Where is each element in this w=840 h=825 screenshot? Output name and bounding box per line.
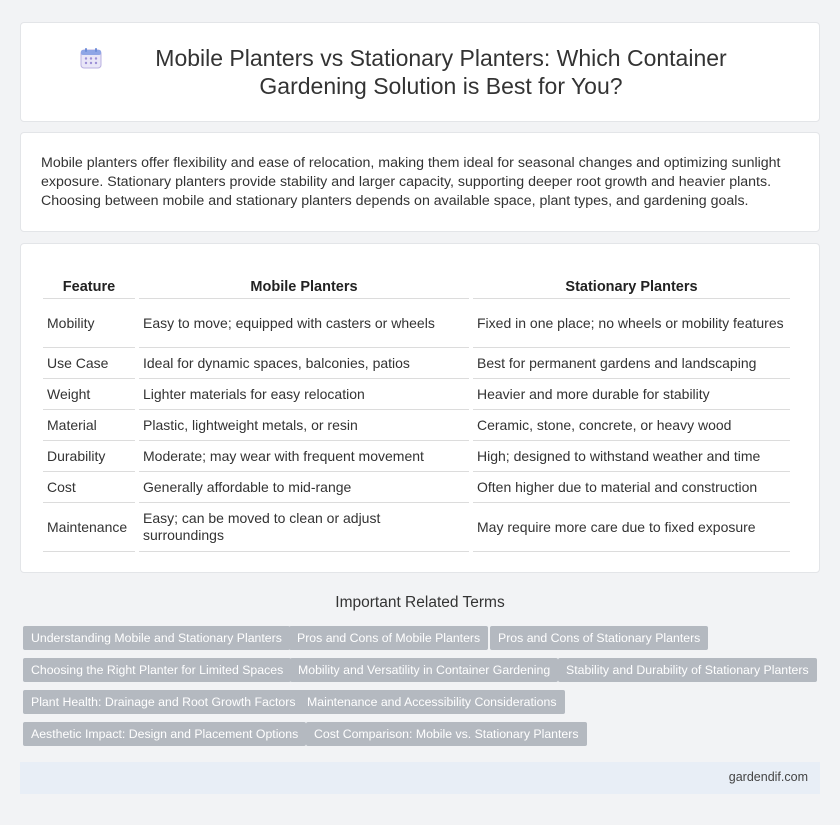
mobile-cell: Easy to move; equipped with casters or wheels [139,299,469,348]
related-term-tag[interactable]: Stability and Durability of Stationary Planters [558,658,817,682]
table-row [43,441,790,472]
related-term-tag[interactable]: Choosing the Right Planter for Limited Spaces [23,658,291,682]
related-term-tag[interactable]: Maintenance and Accessibility Considerations [299,690,565,714]
related-term-tag[interactable]: Mobility and Versatility in Container Gardening [290,658,558,682]
footer [20,762,820,794]
feature-cell: Weight [43,379,135,410]
feature-cell: Use Case [43,348,135,379]
header-card [20,22,820,122]
table-row [43,410,790,441]
related-term-tag[interactable]: Understanding Mobile and Stationary Planters [23,626,290,650]
related-term-tag[interactable]: Pros and Cons of Mobile Planters [289,626,488,650]
intro-text: Mobile planters offer flexibility and ease of relocation, making them ideal for seasonal changes and optimizing sunlight exposure. Stationary planters provide stability and larger capacity, supporting deeper root growth and heavier plants. Choosing between mobile and stationary planters depends on available space, plant types, and gardening goals. [41,155,781,209]
calendar-icon [79,46,103,70]
stationary-cell: Ceramic, stone, concrete, or heavy wood [473,410,790,441]
related-term-tag[interactable]: Pros and Cons of Stationary Planters [490,626,708,650]
footer-site-link[interactable]: gardendif.com [728,770,808,784]
mobile-cell: Moderate; may wear with frequent movement [139,441,469,472]
stationary-cell: Often higher due to material and construction [473,472,790,503]
related-term-tag[interactable]: Cost Comparison: Mobile vs. Stationary Planters [306,722,587,746]
table-row [43,379,790,410]
feature-cell: Maintenance [43,503,135,552]
table-row [43,348,790,379]
related-terms-title: Important Related Terms [335,594,505,611]
stationary-cell: Best for permanent gardens and landscaping [473,348,790,379]
intro-card [20,132,820,232]
mobile-cell: Ideal for dynamic spaces, balconies, patios [139,348,469,379]
stationary-cell: May require more care due to fixed exposure [473,503,790,552]
page-title: Mobile Planters vs Stationary Planters: Which Container Gardening Solution is Best for You? [155,45,727,99]
stationary-cell: Heavier and more durable for stability [473,379,790,410]
comparison-card [20,243,820,573]
column-header-mobile: Mobile Planters [139,270,469,299]
feature-cell: Mobility [43,299,135,348]
column-header-feature: Feature [43,270,135,299]
table-row [43,472,790,503]
column-header-stationary: Stationary Planters [473,270,790,299]
mobile-cell: Lighter materials for easy relocation [139,379,469,410]
stationary-cell: Fixed in one place; no wheels or mobility features [473,299,790,348]
related-term-tag[interactable]: Plant Health: Drainage and Root Growth Factors [23,690,304,714]
comparison-table [39,270,794,552]
mobile-cell: Easy; can be moved to clean or adjust surroundings [139,503,469,552]
feature-cell: Cost [43,472,135,503]
table-header-row [43,270,790,299]
mobile-cell: Generally affordable to mid-range [139,472,469,503]
table-row [43,299,790,348]
table-row [43,503,790,552]
stationary-cell: High; designed to withstand weather and time [473,441,790,472]
mobile-cell: Plastic, lightweight metals, or resin [139,410,469,441]
feature-cell: Material [43,410,135,441]
related-term-tag[interactable]: Aesthetic Impact: Design and Placement Options [23,722,306,746]
feature-cell: Durability [43,441,135,472]
